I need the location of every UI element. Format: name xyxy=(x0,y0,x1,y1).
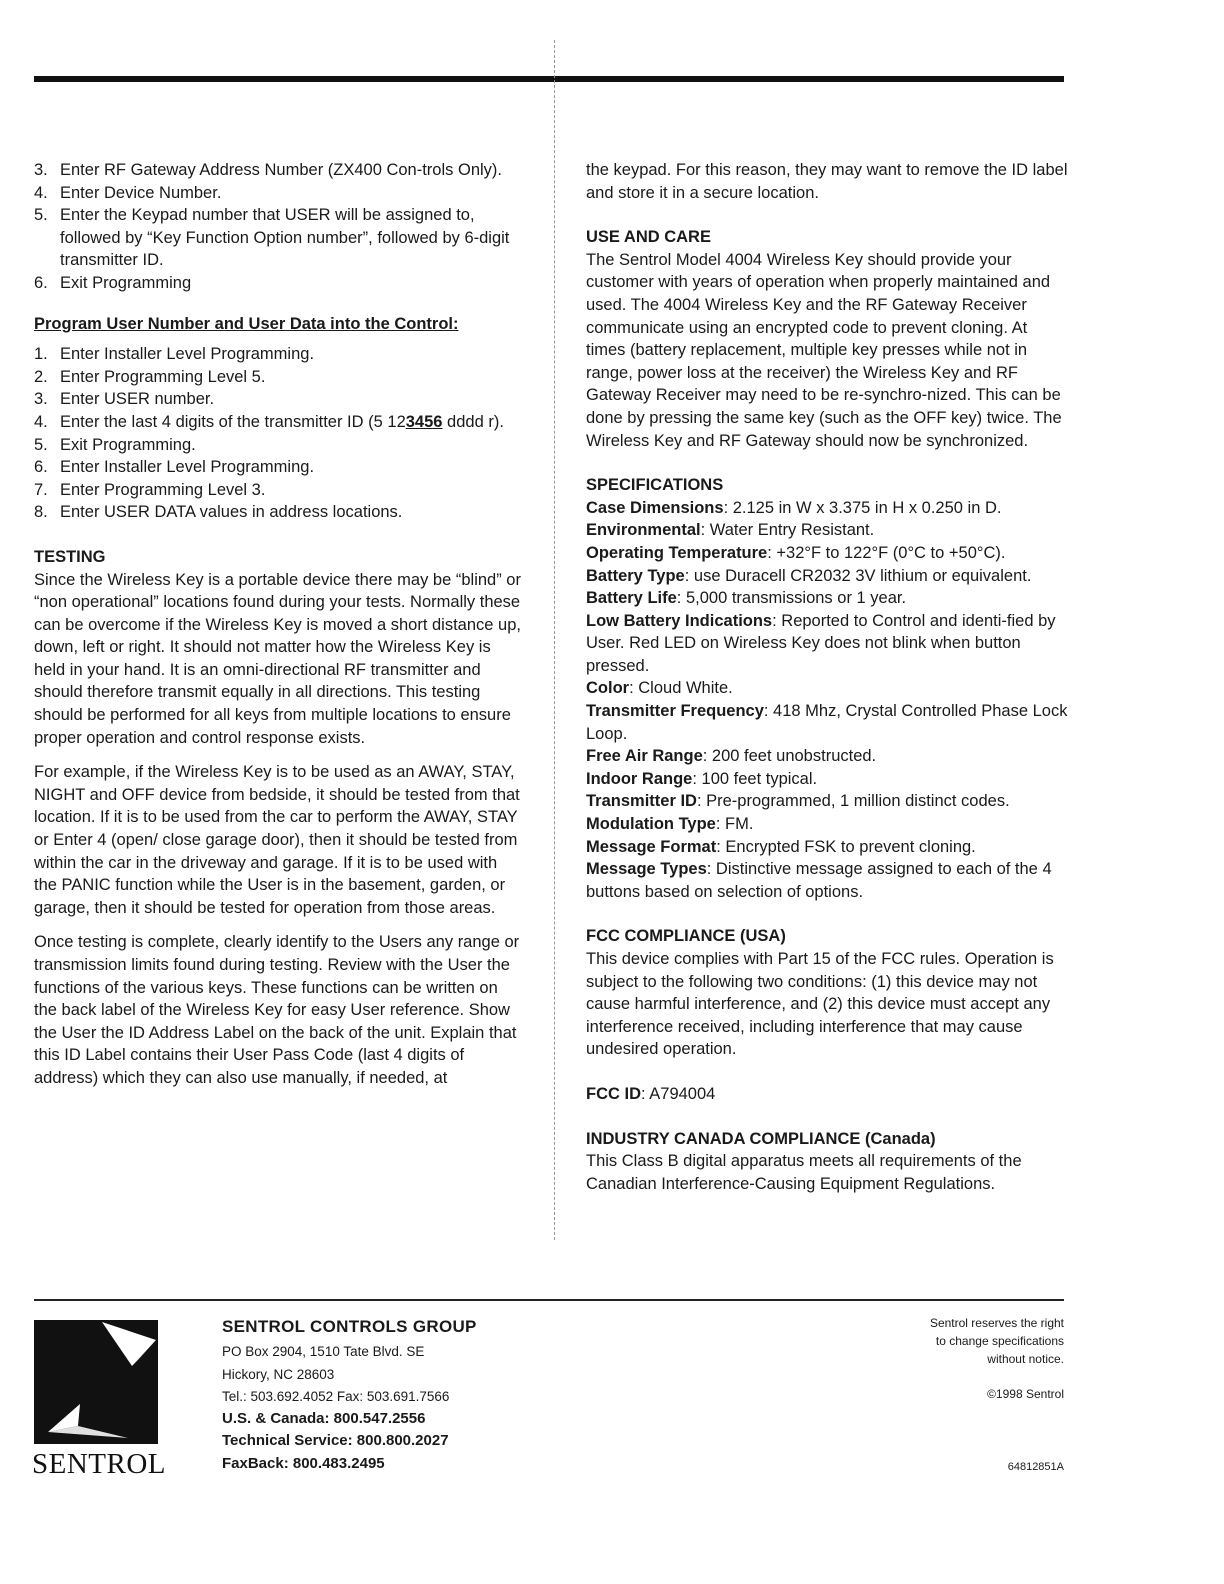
spec-item: Message Format: Encrypted FSK to prevent cloning. xyxy=(586,837,976,856)
continuation-text: the keypad. For this reason, they may want to remove the ID label and store it in a secure location. xyxy=(586,161,1068,202)
testing-paragraph-3: Once testing is complete, clearly identify to the Users any range or transmission limits found during testing. Review with the User the functions of the various keys. These functions can be written on the back label of the Wireless Key for easy User reference. Show the User the ID Address Label on the back of the unit. Explain that this ID Label contains their User Pass Code (last 4 digits of address) which they can also use manually, if needed, at xyxy=(34,933,520,1087)
specifications-heading: SPECIFICATIONS xyxy=(586,476,724,495)
company-name: SENTROL CONTROLS GROUP xyxy=(222,1317,477,1336)
industry-canada-text: This Class B digital apparatus meets all requirements of the Canadian Interference-Causing Equipment Regulations. xyxy=(586,1152,1022,1193)
spec-item: Transmitter Frequency: 418 Mhz, Crystal Controlled Phase Lock Loop. xyxy=(586,702,1068,743)
use-care-text: The Sentrol Model 4004 Wireless Key should provide your customer with years of operation when properly maintained and used. The 4004 Wireless Key and the RF Gateway Receiver communicate using an encrypted code to prevent cloning. At times (battery replacement, multiple key presses while not in range, power loss at the receiver) the Wireless Key and RF Gateway Receiver may need to be re-synchro-nized. This can be done by pressing the same key (such as the OFF key) twice. The Wireless Key and RF Gateway should now be synchronized. xyxy=(586,250,1062,450)
list-item: 8. Enter USER DATA values in address locations. xyxy=(34,503,403,522)
list-item: 5. Exit Programming. xyxy=(34,435,196,454)
us-canada-phone: U.S. & Canada: 800.547.2556 xyxy=(222,1410,426,1428)
sentrol-logo xyxy=(34,1320,158,1444)
testing-paragraph-2: For example, if the Wireless Key is to be used as an AWAY, STAY, NIGHT and OFF device from bedside, it should be tested from that location. If it is to be used from the car to perform the AWAY, STAY or Enter 4 (open/ close garage door), then it should be tested from within the car in the driveway and garage. If it is to be used with the PANIC function while the User is in the basement, garden, or garage, then it should be tested for operation from those areas. xyxy=(34,763,520,917)
faxback-phone: FaxBack: 800.483.2495 xyxy=(222,1454,385,1472)
spec-item: Indoor Range: 100 feet typical. xyxy=(586,769,818,788)
sentrol-logo-mark-icon xyxy=(34,1320,158,1444)
list-item: 6. Exit Programming xyxy=(34,273,192,292)
left-column xyxy=(34,159,522,1090)
list-item: 3. Enter RF Gateway Address Number (ZX400 Con-trols Only). xyxy=(34,161,502,179)
fcc-text: This device complies with Part 15 of the FCC rules. Operation is subject to the following two conditions: (1) this device may not cause harmful interference, and (2) this device must accept any interference received, including interference that may cause undesired operation. xyxy=(586,950,1054,1059)
tel-fax: Tel.: 503.692.4052 Fax: 503.691.7566 xyxy=(222,1388,450,1404)
list-item: 6. Enter Installer Level Programming. xyxy=(34,458,315,477)
document-number: 64812851A xyxy=(1007,1461,1064,1473)
company-block xyxy=(222,1316,477,1475)
list-item: 2. Enter Programming Level 5. xyxy=(34,367,266,386)
fcc-id: FCC ID: A794004 xyxy=(586,1084,716,1103)
steps-list-a xyxy=(34,159,522,295)
spec-item: Environmental: Water Entry Resistant. xyxy=(586,521,875,540)
address-line-1: PO Box 2904, 1510 Tate Blvd. SE xyxy=(222,1344,425,1360)
list-item: 4. Enter Device Number. xyxy=(34,183,222,202)
copyright: ©1998 Sentrol xyxy=(987,1387,1064,1401)
spec-item: Free Air Range: 200 feet unobstructed. xyxy=(586,747,877,766)
list-item: 7. Enter Programming Level 3. xyxy=(34,480,266,499)
spec-item: Color: Cloud White. xyxy=(586,679,733,698)
logo-wordmark: SENTROL xyxy=(32,1448,166,1480)
spec-item: Battery Type: use Duracell CR2032 3V lithium or equivalent. xyxy=(586,566,1032,585)
steps-list-b xyxy=(34,343,522,524)
program-heading: Program User Number and User Data into the Control: xyxy=(34,314,459,333)
bottom-rule xyxy=(34,1299,1064,1301)
spec-item: Operating Temperature: +32°F to 122°F (0°C to +50°C). xyxy=(586,543,1006,562)
spec-item: Transmitter ID: Pre-programmed, 1 million distinct codes. xyxy=(586,792,1010,811)
testing-paragraph-1: Since the Wireless Key is a portable device there may be “blind” or “non operational” locations found during your tests. Normally these can be overcome if the Wireless Key is moved a short distance up, down, left or right. It should not matter how the Wireless Key is held in your hand. It is an omni-directional RF transmitter and should therefore transmit equally in all directions. This testing should be performed for all keys from multiple locations to ensure proper operation and control response exists. xyxy=(34,570,521,747)
spec-item: Low Battery Indications: Reported to Control and identi-fied by User. Red LED on Wireless Key does not blink when button pressed. xyxy=(586,611,1056,675)
use-care-heading: USE AND CARE xyxy=(586,228,711,247)
right-column xyxy=(586,159,1068,1195)
address-line-2: Hickory, NC 28603 xyxy=(222,1366,335,1382)
fcc-heading: FCC COMPLIANCE (USA) xyxy=(586,927,786,946)
tech-service-phone: Technical Service: 800.800.2027 xyxy=(222,1432,449,1450)
list-item: 5. Enter the Keypad number that USER will be assigned to, followed by “Key Function Option number”, followed by 6-digit transmitter ID. xyxy=(34,206,510,270)
top-rule xyxy=(34,76,1064,82)
list-item: 4. Enter the last 4 digits of the transmitter ID (5 123456 dddd r). xyxy=(34,412,504,431)
spec-item: Battery Life: 5,000 transmissions or 1 year. xyxy=(586,589,907,608)
testing-heading: TESTING xyxy=(34,547,106,566)
column-divider xyxy=(554,40,555,1240)
list-item: 1. Enter Installer Level Programming. xyxy=(34,345,315,364)
industry-canada-heading: INDUSTRY CANADA COMPLIANCE (Canada) xyxy=(586,1129,936,1148)
spec-item: Modulation Type: FM. xyxy=(586,815,754,834)
spec-item: Message Types: Distinctive message assigned to each of the 4 buttons based on selection of options. xyxy=(586,860,1052,901)
change-notice: Sentrol reserves the right to change specifications without notice. xyxy=(929,1316,1064,1366)
spec-item: Case Dimensions: 2.125 in W x 3.375 in H x 0.250 in D. xyxy=(586,498,1002,517)
list-item: 3. Enter USER number. xyxy=(34,390,215,409)
